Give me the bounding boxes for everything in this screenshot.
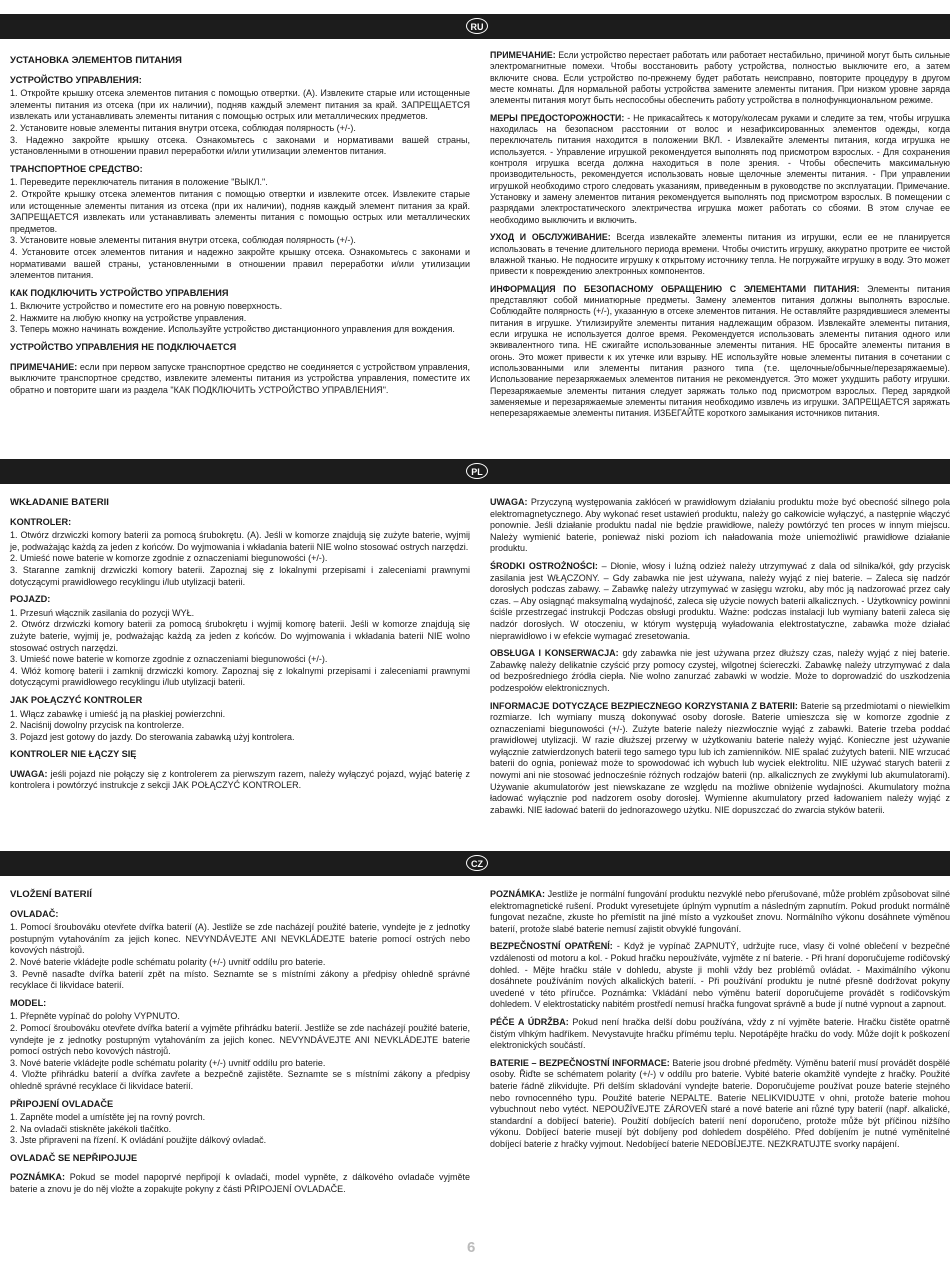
info-paragraph: [490, 284, 950, 420]
info-paragraph: [490, 1058, 950, 1151]
note-label: ПРИМЕЧАНИЕ:: [10, 361, 78, 372]
note-text: если при первом запуске транспортное средство не соединяется с устройством управления, выключите транспортное средство, извлеките элементы питания из устройства управления, поместите их обратно и повторите шаги из раздела "КАК ПОДКЛЮЧИТЬ УСТРОЙСТВО УПРАВЛЕНИЯ".: [10, 361, 470, 395]
paragraph-text: Pokud není hračka delší dobu používána, vždy z ní vyjměte baterie. Hračku čistěte opatrně čistým vlhkým hadříkem. Nevystavujte hračku přímému teplu. Nepotápějte hračku do vody. Může dojít k poškození elektronických součástí.: [490, 1016, 950, 1051]
vehicle-step: 2. Откройте крышку отсека элементов питания с помощью отвертки и извлеките отсек. Извлеките старые или истощенные элементы питания из отсека (при их наличии), подняв каждый элемент питания за край. ЗАПРЕЩАЕТСЯ извлекать или устанавливать элементы питания с помощью острых или металлических предметов.: [10, 188, 470, 234]
paragraph-label: ПРИМЕЧАНИЕ:: [490, 50, 556, 60]
paragraph-label: INFORMACJE DOTYCZĄCE BEZPIECZNEGO KORZYSTANIA Z BATERII:: [490, 700, 798, 711]
info-paragraph: [490, 113, 950, 226]
info-paragraph: [490, 497, 950, 555]
controller-heading: УСТРОЙСТВО УПРАВЛЕНИЯ:: [10, 74, 142, 85]
section-band-pl: [0, 459, 950, 484]
vehicle-step: 4. Vložte přihrádku baterií a dvířka zavřete a bezpečně zajistěte. Seznamte se s místními zákony a předpisy ohledně správné recyklace či likvidace baterií.: [10, 1069, 470, 1091]
paragraph-text: Jestliže je normální fungování produktu nezvyklé nebo přerušované, může problém způsobovat silné elektromagnetické rušení. Produkt vyresetujete úplným vypnutím a následným zapnutím. Pokud produkt normálně fungovat nezačne, zkuste ho přemístit na jiné místo a vyzkoušet znovu. Normálního výkonu dosáhnete výměnou baterií, protože slabé baterie nemusí zajistit obvyklé fungování.: [490, 889, 950, 934]
vehicle-step: 1. Переведите переключатель питания в положение "ВЫКЛ.".: [10, 177, 268, 188]
vehicle-heading: POJAZD:: [10, 594, 51, 605]
language-badge-cz: CZ: [466, 855, 488, 871]
paragraph-text: Przyczyną występowania zakłóceń w prawidłowym działaniu produktu może być obecność silnego pola elektromagnetycznego. Aby wykonać reset ustawień produktu, należy go całkowicie wyłączyć, a następnie włączyć ponownie. Jeśli działanie produktu nadal nie będzie prawidłowe, należy powtórzyć ten proces w innym miejscu. Należy wymienić baterie, ponieważ niski poziom ich naładowania może uniemożliwić prawidłowe działanie produktu.: [490, 497, 950, 554]
noconnect-heading: УСТРОЙСТВО УПРАВЛЕНИЯ НЕ ПОДКЛЮЧАЕТСЯ: [10, 342, 237, 353]
section-pl-right: [490, 497, 950, 822]
info-paragraph: [490, 889, 950, 935]
connect-heading: PŘIPOJENÍ OVLADAČE: [10, 1098, 114, 1109]
connect-step: 2. Na ovladači stiskněte jakékoli tlačítko.: [10, 1123, 172, 1134]
paragraph-label: BATERIE – BEZPEČNOSTNÍ INFORMACE:: [490, 1057, 670, 1068]
connect-step: 1. Włącz zabawkę i umieść ją na płaskiej powierzchni.: [10, 708, 226, 719]
paragraph-text: – Dłonie, włosy i luźną odzież należy utrzymywać z dala od silnika/kół, gdy przycisk zasilania jest WŁĄCZONY. – Gdy zabawka nie jest używana, należy wyjąć z niej baterie. – Zaleca się nadzór dorosłych podczas zabawy. – Zabawkę należy utrzymywać w zasięgu wzroku, aby móc ją nadzorować przez cały czas. – Aby osiągnąć maksymalną wydajność, zaleca się użycie nowych baterii alkalicznych. - Użytkownicy powinni ściśle przestrzegać instrukcji Podczas obsługi produktu. Ważne: podczas instalacji lub wymiany baterii zaleca się nadzór dorosłych. W otoczeniu, w którym występują wyładowania elektrostatyczne, zabawka może działać nieprawidłowo i w efekcie wymagać zresetowania.: [490, 560, 950, 641]
vehicle-step: 4. Włóż komorę baterii i zamknij drzwiczki komory. Zapoznaj się z lokalnymi przepisami i zaleceniami prawnymi dotyczącymi prawidłowego recyklingu i/lub utylizacji baterii.: [10, 665, 470, 688]
paragraph-label: UWAGA:: [490, 497, 528, 507]
controller-step: 1. Pomocí šroubováku otevřete dvířka baterií (A). Jestliže se zde nacházejí použité baterie, vyndejte je z jednotky postupným vytahováním za jejich konec. NEVYNDÁVEJTE ANI NEVKLÁDEJTE baterie pomocí ostrých nebo kovových nástrojů.: [10, 922, 470, 956]
section-pl-left: [10, 497, 470, 798]
noconnect-heading: OVLADAČ SE NEPŘIPOJUJE: [10, 1152, 138, 1163]
connect-heading: КАК ПОДКЛЮЧИТЬ УСТРОЙСТВО УПРАВЛЕНИЯ: [10, 287, 229, 298]
paragraph-label: POZNÁMKA:: [490, 889, 545, 899]
controller-step: 2. Umieść nowe baterie w komorze zgodnie z oznaczeniami biegunowości (+/-).: [10, 553, 328, 564]
noconnect-note: [10, 362, 470, 397]
paragraph-label: ИНФОРМАЦИЯ ПО БЕЗОПАСНОМУ ОБРАЩЕНИЮ С ЭЛЕМЕНТАМИ ПИТАНИЯ:: [490, 283, 860, 294]
controller-heading: KONTROLER:: [10, 516, 72, 527]
paragraph-label: OBSŁUGA I KONSERWACJA:: [490, 648, 619, 659]
paragraph-label: ŚRODKI OSTROŻNOŚCI:: [490, 560, 598, 571]
note-text: jeśli pojazd nie połączy się z kontrolerem za pierwszym razem, należy wyłączyć pojazd, wyjąć baterię z kontrolera i powtórzyć instrukcje z sekcji JAK POŁĄCZYĆ KONTROLER.: [10, 768, 470, 791]
paragraph-label: BEZPEČNOSTNÍ OPATŘENÍ:: [490, 941, 613, 952]
info-paragraph: [490, 1017, 950, 1052]
vehicle-step: 3. Установите новые элементы питания внутри отсека, соблюдая полярность (+/-).: [10, 235, 356, 246]
info-paragraph: [490, 648, 950, 694]
vehicle-step: 2. Pomocí šroubováku otevřete dvířka baterií a vyjměte přihrádku baterií. Jestliže se zde nacházejí použité baterie, vyndejte je z jednotky postupným vytahováním za jejich konec. NEVYNDÁVEJTE ANI NEVKLÁDEJTE baterie pomocí ostrých nebo kovových nástrojů.: [10, 1022, 470, 1057]
info-paragraph: [490, 232, 950, 277]
connect-step: 1. Zapněte model a umístěte jej na rovný povrch.: [10, 1112, 206, 1123]
info-paragraph: [490, 561, 950, 642]
vehicle-step: 4. Установите отсек элементов питания и надежно закройте крышку отсека. Ознакомьтесь с законами и нормативами вашей страны, установленными в отношении правил переработки и/или утилизации элементов питания.: [10, 246, 470, 281]
language-badge-ru: RU: [466, 18, 488, 34]
vehicle-step: 3. Umieść nowe baterie w komorze zgodnie z oznaczeniami biegunowości (+/-).: [10, 654, 328, 665]
paragraph-text: Если устройство перестает работать или работает нестабильно, причиной могут быть сильные электромагнитные помехи. Чтобы восстановить работу устройства, полностью выключите его, а затем включите снова. Если устройство по-прежнему будет работать неисправно, повторите процедуру в другом месте комнаты. Для нормальной работы устройства замените элементы питания. При низком уровне заряда элементы питания могут быть неспособны обеспечить работу устройства в полнофункциональном режиме.: [490, 50, 950, 106]
noconnect-note: [10, 1172, 470, 1195]
vehicle-step: 2. Otwórz drzwiczki komory baterii za pomocą śrubokrętu i wyjmij komorę baterii. Jeśli w komorze znajdują się zużyte baterie, wyjmij je, podważając każdą za jeden z końców. Do wyjmowania i wkładania baterii NIE wolno stosować ostrych narzędzi.: [10, 619, 470, 653]
paragraph-text: Baterie są przedmiotami o niewielkim rozmiarze. Ich wymiany muszą dokonywać osoby dorosłe. Baterie umieszcza się w komorze zgodnie z oznaczeniami biegunowości (+/-). Zużyte baterie należy niezwłocznie wyjąć z zabawki. Baterie trzeba poddać prawidłowej utylizacji. W razie dłuższej przerwy w użytkowaniu baterie należy wyjąć. Konieczne jest używanie wyłącznie zatwierdzonych baterii tego samego typu lub ich zamienników. NIE spalać zużytych baterii. NIE wrzucać baterii do ognia, ponieważ może to spowodować ich wybuch lub wyciek elektrolitu. NIE używać starych baterii z nowymi ani nie stosować jednocześnie różnych rodzajów baterii (np. alkalicznych ze zwykłymi lub akumulatorami). Używanie akumulatorów jest niewskazane ze względu na możliwe obniżenie wydajności. Akumulatory można ładować wyłącznie pod nadzorem osoby dorosłej. Wymienne akumulatory przed ładowaniem należy wyjąć z zabawki. NIE ładować baterii do jednorazowego użytku. NIE dopuszczać do zwarcia styków baterii.: [490, 700, 950, 815]
connect-step: 1. Включите устройство и поместите его на ровную поверхность.: [10, 301, 283, 312]
vehicle-heading: ТРАНСПОРТНОЕ СРЕДСТВО:: [10, 163, 143, 174]
paragraph-text: - Když je vypínač ZAPNUTÝ, udržujte ruce, vlasy či volné oblečení v bezpečné vzdálenosti od motoru a kol. - Pokud hračku nepoužíváte, vyjměte z ní baterie. - Při hraní doporučujeme rodičovský dohled. - Mějte hračku stále v dohledu, abyste ji mohli vždy bez problémů ovládat. - Maximálního výkonu dosáhnete používáním nových alkalických baterií. - Při používání produktu je nutné přesně dodržovat pokyny uvedené v této příručce. Poznámka: Vkládání nebo výměnu baterií doporučujeme provádět s rodičovským dohledem. V elektrostaticky nabitém prostředí nemusí hračka fungovat správně a bude jí nutné vypnout a zapnout.: [490, 941, 950, 1010]
controller-step: 1. Откройте крышку отсека элементов питания с помощью отвертки. (A). Извлеките старые или истощенные элементы питания из отсека (при их наличии), подняв каждый элемент питания за край. ЗАПРЕЩАЕТСЯ извлекать или устанавливать элементы питания с помощью острых или металлических предметов.: [10, 88, 470, 122]
paragraph-text: Элементы питания представляют собой миниатюрные предметы. Замену элементов питания должны выполнять взрослые. Соблюдайте полярность (+/-), указанную в отсеке элементов питания. Не оставляйте разрядившиеся элементы питания в игрушке. Утилизируйте элементы питания надлежащим образом. Извлекайте элементы питания, если игрушка не используется долгое время. Рекомендуется использовать элементы питания одного или эквивалентного типа. НЕ сжигайте использованные элементы питания. НЕ бросайте элементы питания в огонь. Это может привести к их утечке или взрыву. НЕ используйте новые элементы питания в сочетании с использованными или элементы питания разного типа (т.е. щелочные/обычные/перезаряжаемые). Использование перезаряжаемых элементов питания не рекомендуется. Это может ухудшить работу игрушки. Перезаряжаемые элементы питания следует заряжать только под присмотром взрослых. Перед зарядкой заменяемые и перезаряжаемые элементы питания необходимо извлечь из игрушки. ЗАПРЕЩАЕТСЯ заряжать неперезаряжаемые элементы питания. ИЗБЕГАЙТЕ короткого замыкания источников питания.: [490, 283, 950, 419]
section-title: VLOŽENÍ BATERIÍ: [10, 889, 92, 900]
info-paragraph: [490, 701, 950, 817]
vehicle-step: 1. Přepněte vypínač do polohy VYPNUTO.: [10, 1011, 180, 1022]
controller-step: 3. Staranne zamknij drzwiczki komory baterii. Zapoznaj się z lokalnymi przepisami i zaleceniami prawnymi dotyczącymi prawidłowego recyklingu i/lub utylizacji baterii.: [10, 564, 470, 587]
section-title: УСТАНОВКА ЭЛЕМЕНТОВ ПИТАНИЯ: [10, 55, 182, 66]
connect-step: 2. Нажмите на любую кнопку на устройстве управления.: [10, 312, 247, 323]
controller-step: 2. Установите новые элементы питания внутри отсека, соблюдая полярность (+/-).: [10, 122, 356, 133]
section-ru-left: [10, 55, 470, 402]
language-badge-pl: PL: [466, 463, 488, 479]
controller-step: 3. Pevně nasaďte dvířka baterií zpět na místo. Seznamte se s místními zákony a předpisy ohledně správné recyklace či likvidace baterií.: [10, 968, 470, 991]
paragraph-text: Baterie jsou drobné předměty. Výměnu baterií musí provádět dospělé osoby. Řiďte se schématem polarity (+/-) v oddílu pro baterie. Vybité baterie okamžitě vyndejte z hračky. Použité baterie řádně zlikvidujte. Při delším skladování vyndejte baterie. Doporučujeme používat pouze baterie stejného nebo rovnocenného typu. Použité baterie NEPALTE. Baterie NELIKVIDUJTE v ohni, protože baterie mohou vybuchnout nebo vytéct. NEPOUŽÍVEJTE ZÁROVEŇ staré a nové baterie ani různé typy baterií (např. alkalické, standardní a dobíjecí baterie). Použití dobíjecích baterií není doporučeno, protože může být příčinou nižšího výkonu. Dobíjecí baterie musejí být dobíjeny pod dohledem dospělého. Před dobíjením je nutné vyměnitelné dobíjecí baterie z hračky vyjmout. Nedobíjecí baterie NEDOBÍJEJTE. NEZKRATUJTE svorky napájení.: [490, 1057, 950, 1149]
paragraph-label: МЕРЫ ПРЕДОСТОРОЖНОСТИ:: [490, 112, 625, 123]
connect-heading: JAK POŁĄCZYĆ KONTROLER: [10, 694, 143, 705]
vehicle-step: 1. Przesuń włącznik zasilania do pozycji WYŁ.: [10, 607, 195, 618]
paragraph-label: УХОД И ОБСЛУЖИВАНИЕ:: [490, 232, 611, 243]
section-band-ru: [0, 14, 950, 39]
section-band-cz: [0, 851, 950, 876]
section-title: WKŁADANIE BATERII: [10, 497, 109, 508]
connect-step: 3. Pojazd jest gotowy do jazdy. Do sterowania zabawką użyj kontrolera.: [10, 731, 295, 742]
paragraph-text: - Не прикасайтесь к мотору/колесам руками и следите за тем, чтобы игрушка находилась на безопасном расстоянии от волос и незафиксированных элементов одежды, когда переключатель питания находится в положении ВКЛ. - Извлекайте элементы питания, когда игрушка не используется. - Управление игрушкой рекомендуется выполнять под присмотром взрослых. - Для сохранения контроля игрушка всегда должна находиться в поле зрения. - Чтобы обеспечить максимальную производительность, рекомендуется использовать новые щелочные элементы питания. - При управлении игрушкой необходимо строго следовать указаниям, приведенным в руководстве по эксплуатации. Примечание. Установку и замену элементов питания рекомендуется выполнять под присмотром взрослых. В помещении с разрядами электростатического электричества игрушка может работать со сбоями. В этом случае ее необходимо выключить и включить.: [490, 112, 950, 225]
info-paragraph: [490, 50, 950, 107]
controller-step: 1. Otwórz drzwiczki komory baterii za pomocą śrubokrętu. (A). Jeśli w komorze znajdują się zużyte baterie, wyjmij je, podważając każdą za jeden z końców. Do wyjmowania i wkładania baterii NIE wolno stosować ostrych narzędzi.: [10, 530, 470, 552]
connect-step: 3. Теперь можно начинать вождение. Используйте устройство дистанционного управления для вождения.: [10, 324, 455, 335]
connect-step: 3. Jste připraveni na řízení. K ovládání použijte dálkový ovladač.: [10, 1135, 267, 1146]
paragraph-text: Всегда извлекайте элементы питания из игрушки, если ее не планируется использовать в течение длительного периода времени. Чтобы очистить игрушку, аккуратно протрите ее чистой влажной тканью. Не подносите игрушку к открытому источнику тепла. Не погружайте игрушку в воду. Это может привести к повреждению электронных компонентов.: [490, 232, 950, 277]
vehicle-step: 3. Nové baterie vkládejte podle schématu polarity (+/-) uvnitř oddílu pro baterie.: [10, 1057, 326, 1068]
info-paragraph: [490, 941, 950, 1011]
connect-step: 2. Naciśnij dowolny przycisk na kontrolerze.: [10, 720, 185, 731]
note-text: Pokud se model napoprvé nepřipojí k ovladači, model vypněte, z dálkového ovladače vyjměte baterie a znovu je do něj vložte a zopakujte pokyny z části PŘIPOJENÍ OVLADAČE.: [10, 1172, 470, 1195]
controller-heading: OVLADAČ:: [10, 908, 59, 919]
paragraph-text: gdy zabawka nie jest używana przez dłuższy czas, należy wyjąć z niej baterie. Zabawkę należy delikatnie czyścić przy pomocy czystej, wilgotnej ściereczki. Zabawkę należy utrzymywać z dala od bezpośredniego źródła ciepła. Nie wolno zanurzać zabawki w wodzie. Może to doprowadzić do uszkodzenia podzespołów elektronicznych.: [490, 648, 950, 693]
section-cz-left: [10, 889, 470, 1202]
section-cz-right: [490, 889, 950, 1156]
section-ru-right: [490, 50, 950, 426]
paragraph-label: PÉČE A ÚDRŽBA:: [490, 1016, 569, 1027]
noconnect-heading: KONTROLER NIE ŁĄCZY SIĘ: [10, 749, 137, 760]
page-number: 6: [467, 1239, 476, 1256]
controller-step: 3. Надежно закройте крышку отсека. Ознакомьтесь с законами и нормативами вашей страны, установленными в отношении правил переработки и/или утилизации элементов питания.: [10, 134, 470, 157]
controller-step: 2. Nové baterie vkládejte podle schématu polarity (+/-) uvnitř oddílu pro baterie.: [10, 956, 326, 967]
noconnect-note: [10, 769, 470, 792]
note-label: UWAGA:: [10, 768, 48, 779]
vehicle-heading: MODEL:: [10, 997, 47, 1008]
note-label: POZNÁMKA:: [10, 1172, 65, 1183]
